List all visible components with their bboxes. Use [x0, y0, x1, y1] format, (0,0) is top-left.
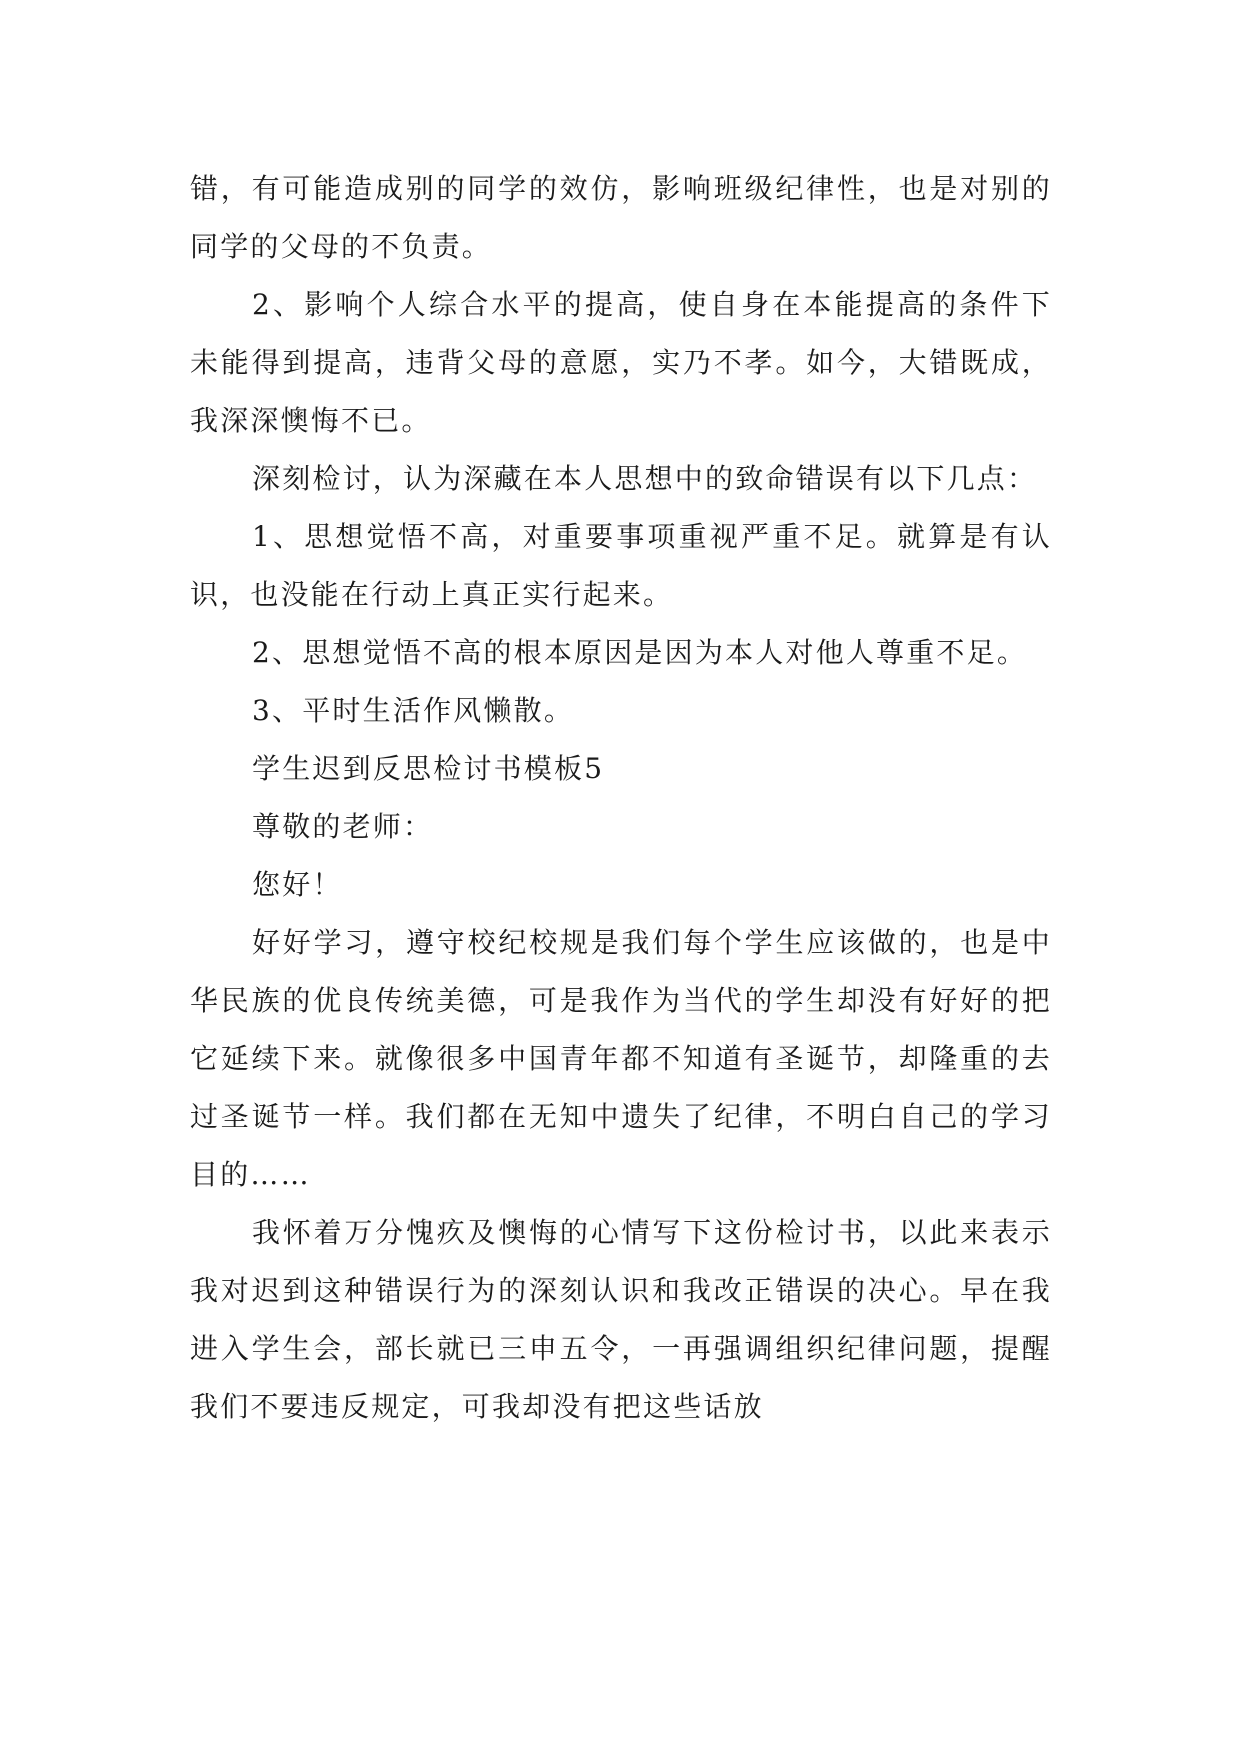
paragraph: 好好学习，遵守校纪校规是我们每个学生应该做的，也是中华民族的优良传统美德，可是我作为当代的学生却没有好好的把它延续下来。就像很多中国青年都不知道有圣诞节，却隆重的去过圣诞节一样。我们都在无知中遗失了纪律，不明白自己的学习目的…… [190, 926, 1052, 1191]
greeting: 您好！ [252, 868, 343, 901]
paragraph: 深刻检讨，认为深藏在本人思想中的致命错误有以下几点： [252, 462, 1038, 495]
document-body [190, 160, 1052, 1436]
paragraph: 2、影响个人综合水平的提高，使自身在本能提高的条件下未能得到提高，违背父母的意愿，实乃不孝。如今，大错既成，我深深懊悔不已。 [190, 288, 1052, 437]
paragraph: 3、平时生活作风懒散。 [252, 694, 575, 727]
salutation: 尊敬的老师： [252, 810, 434, 843]
paragraph: 2、思想觉悟不高的根本原因是因为本人对他人尊重不足。 [252, 636, 1028, 669]
paragraph: 错，有可能造成别的同学的效仿，影响班级纪律性，也是对别的同学的父母的不负责。 [190, 172, 1052, 263]
section-title: 学生迟到反思检讨书模板5 [252, 752, 605, 785]
paragraph: 1、思想觉悟不高，对重要事项重视严重不足。就算是有认识，也没能在行动上真正实行起来。 [190, 520, 1052, 611]
paragraph: 我怀着万分愧疚及懊悔的心情写下这份检讨书，以此来表示我对迟到这种错误行为的深刻认识和我改正错误的决心。早在我进入学生会，部长就已三申五令，一再强调组织纪律问题，提醒我们不要违反规定，可我却没有把这些话放 [190, 1216, 1052, 1423]
